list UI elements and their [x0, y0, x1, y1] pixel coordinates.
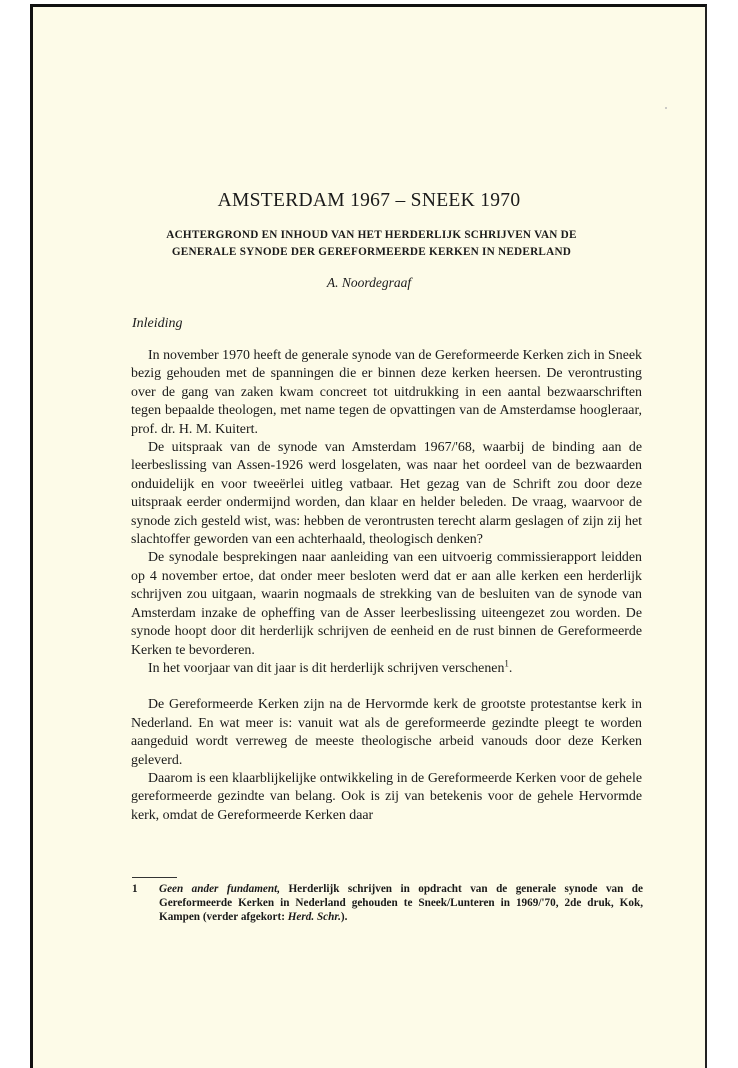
footnote-body [159, 882, 643, 924]
article-subtitle [93, 227, 650, 261]
footnote-text: Herderlijk schrijven in opdracht van de generale synode van de Gereformeerde Kerken in Nederland gehouden te Sneek/Lunteren in 1969/'70, 2de druk, Kok, Kampen (verder afgekort: [159, 883, 643, 923]
scan-speck [665, 107, 667, 109]
paragraph-4-text: In het voorjaar van dit jaar is dit herderlijk schrijven verschenen [148, 660, 505, 676]
section-heading: Inleiding [132, 316, 183, 331]
footnote-abbreviation: Herd. Schr. [287, 911, 341, 923]
paragraph-3: De synodale besprekingen naar aanleiding van een uitvoerig commissierapport leidden op 4 november ertoe, dat onder meer besloten werd dat er aan alle kerken een herderlijk schrijven zou uitgaan, waarin nogmaals de strekking van de besluiten van de synode van Amsterdam inzake de opheffing van de Asser leerbeslissing uiteengezet zou worden. De synode hoopt door dit herderlijk schrijven de eenheid en de rust binnen de Gereformeerde Kerken te bevorderen. [131, 550, 642, 658]
subtitle-line-1: ACHTERGROND EN INHOUD VAN HET HERDERLIJK SCHRIJVEN VAN DE [166, 229, 577, 241]
footnote-title: Geen ander fundament, [159, 883, 281, 895]
paragraph-4 [131, 660, 642, 678]
document-page [30, 4, 707, 1068]
footnote-number: 1 [132, 883, 138, 895]
paragraph-6: Daarom is een klaarblijkelijke ontwikkeling in de Gereformeerde Kerken voor de gehele gereformeerde gezindte van belang. Ook is zij van betekenis voor de gehele Hervormde kerk, omdat de Gereformeerde Kerken daar [131, 770, 642, 823]
paragraph-2: De uitspraak van de synode van Amsterdam 1967/'68, waarbij de binding aan de leerbeslissing van Assen-1926 werd losgelaten, was naar het oordeel van de bezwaarden onduidelijk en voor tweeërlei uitleg vatbaar. Het gezag van de Schrift zou door deze uitspraak eerder ondermijnd worden, dan klaar en helder beleden. De vraag, waarvoor de synode zich gesteld wist, was: hebben de verontrusten terecht alarm geslagen of zijn zij het slachtoffer geworden van een achterhaald, theologisch denken? [131, 440, 642, 548]
footnote-reference[interactable]: 1 [504, 658, 509, 669]
paragraph-5: De Gereformeerde Kerken zijn na de Hervormde kerk de grootste protestantse kerk in Nederland. En wat meer is: vanuit wat als de gereformeerde gezindte pleegt te worden aangeduid wordt verreweg de meeste theologische arbeid vanouds door deze Kerken geleverd. [131, 697, 642, 768]
paragraph-1: In november 1970 heeft de generale synode van de Gereformeerde Kerken zich in Sneek bezig gehouden met de spanningen die er binnen deze kerken heersen. De verontrusting over de gang van zaken kwam concreet tot uitdrukking in een aantal bezwaarschriften tegen bepaalde theologen, met name tegen de opvattingen van de Amsterdamse hoogleraar, prof. dr. H. M. Kuitert. [131, 348, 642, 437]
footnote [132, 882, 643, 924]
author-name: A. Noordegraaf [326, 275, 412, 290]
article-body [131, 347, 642, 825]
footnote-text-end: ). [340, 911, 348, 923]
footnote-divider [132, 877, 177, 878]
paragraph-4-end: . [508, 660, 513, 676]
subtitle-line-2: GENERALE SYNODE DER GEREFORMEERDE KERKEN IN NEDERLAND [171, 246, 572, 258]
article-title: AMSTERDAM 1967 – SNEEK 1970 [217, 190, 521, 211]
